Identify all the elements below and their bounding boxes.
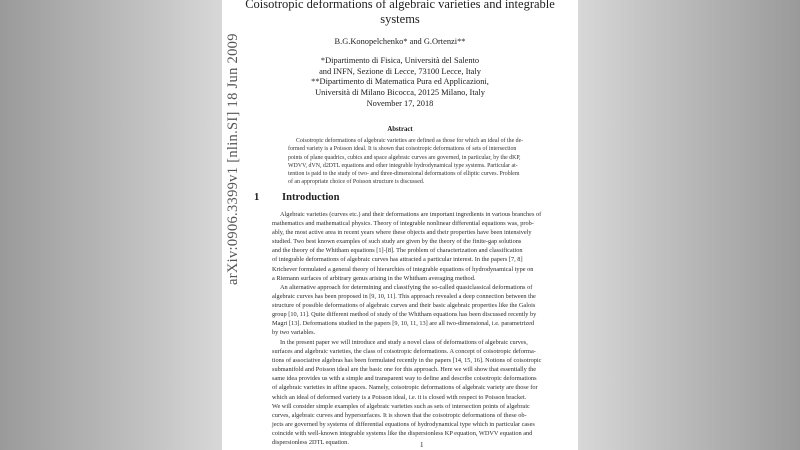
affiliations [222, 56, 578, 98]
abstract-line: WDVV, dVN, d2DTL equations and other integrable hydrodynamical type systems. Particular at- [288, 162, 518, 169]
body-line: ably, the most active area in recent years where these objects and their properties have been intensively [272, 229, 532, 237]
body-line: and the theory of the Whitham equations [1]-[8]. The problem of characterization and classification [272, 247, 523, 255]
left-backdrop [0, 0, 222, 450]
body-line: of integrable deformations of algebraic curves has attracted a particular interest. In the papers [7, 8] [272, 256, 523, 264]
date: November 17, 2018 [366, 99, 434, 108]
affiliation-line-2: and INFN, Sezione di Lecce, 73100 Lecce, Italy [319, 66, 481, 76]
abstract [288, 137, 573, 187]
title-line-1: Coisotropic deformations of algebraic varieties and integrable [245, 0, 555, 11]
body-line: An alternative approach for determining and classifying the so-called quasiclassical deformations of [280, 284, 533, 291]
body-line: of algebraic varieties in affine spaces. Namely, coisotropic deformations of algebraic variety are those for [272, 384, 538, 392]
title-line-2: systems [380, 12, 420, 26]
body-line: algebraic curves has been proposed in [9, 10, 11]. This approach revealed a deep connection between the [272, 293, 536, 301]
abstract-heading: Abstract [387, 126, 413, 133]
body-line: which an ideal of deformed variety is a Poisson ideal, i.e. it is closed with respect to Poisson bracket. [272, 393, 527, 401]
abstract-line: points of plane quadrics, cubics and space algebraic curves are governed, in particular, by the dKP, [288, 154, 521, 161]
body-line: studied. Two best known examples of such study are given by the theory of the finite-gap solutions [272, 238, 522, 246]
paragraph-1 [272, 210, 617, 283]
body-line: Krichever formulated a general theory of hierarchies of integrable equations of hydrodynamical type on [272, 265, 534, 273]
paragraph-3 [272, 338, 617, 447]
abstract-line: Coisotropic deformations of algebraic varieties are defined as those for which an ideal of the de- [296, 138, 524, 144]
section-heading [254, 192, 340, 203]
section-title: Introduction [282, 192, 340, 203]
paragraph-2 [272, 283, 617, 338]
authors: B.G.Konopelchenko* and G.Ortenzi** [334, 37, 466, 46]
affiliation-line-3: **Dipartimento di Matematica Pura ed Applicazioni, [311, 77, 489, 87]
arxiv-stamp-text: arXiv:0906.3399v1 [nlin.SI] 18 Jun 2009 [225, 33, 241, 285]
body-line: group [10, 11]. Quite different method of study of the Whitham equations has been discussed recently by [272, 311, 537, 319]
body-line: Algebraic varieties (curves etc.) and their deformations are important ingredients in various branches of [280, 211, 542, 218]
abstract-line: tention is paid to the study of two- and three-dimensional deformations of elliptic curves. Problem [288, 171, 520, 178]
body-line: surfaces and algebraic varieties, the class of coisotropic deformations. A concept of coisotropic deforma- [272, 348, 536, 356]
body-line: by two variables. [272, 329, 316, 337]
body-line: submanifold and Poisson ideal are the basic one for this approach. Here we will show that essentially the [272, 366, 537, 374]
section-number: 1 [254, 192, 260, 203]
body-line: curves, algebraic curves and hypersurfaces. It is shown that the coisotropic deformations of these ob- [272, 411, 527, 419]
body-line: dispersionless 2DTL equation. [272, 439, 349, 447]
body-line: coincide with well-known integrable systems like the dispersionless KP equation, WDVV equation and [272, 429, 533, 437]
affiliation-line-4: Università di Milano Bicocca, 20125 Milano, Italy [315, 87, 485, 97]
body-line: structure of possible deformations of algebraic curves and their basic algebraic properties like the Galois [272, 302, 536, 310]
body-line: In the present paper we will introduce and study a novel class of deformations of algebraic curves, [280, 339, 528, 346]
body-line: jects are governed by systems of differential equations of hydrodynamical type which in particular cases [272, 420, 535, 428]
body-line: same idea provides us with a simple and transparent way to define and describe coisotropic deformations [272, 375, 537, 383]
body-line: a Riemann surfaces of arbitrary genus arising in the Whitham averaging method. [272, 274, 476, 282]
body-line: mathematics and mathematical physics. Theory of integrable nonlinear differential equations was, prob- [272, 220, 534, 228]
body-line: Magri [13]. Deformations studied in the papers [9, 10, 11, 13] are all two-dimensional, i.e. parametrized [272, 320, 535, 328]
body-line: tions of associative algebras has been formulated recently in the papers [14, 15, 16]. Notions of coisotropic [272, 357, 542, 365]
page-number: 1 [420, 441, 424, 449]
abstract-line: formed variety is a Poisson ideal. It is shown that coisotropic deformations of sets of intersection [288, 146, 517, 153]
abstract-line: of an appropriate choice of Poisson structure is discussed. [288, 179, 425, 186]
paper-title [222, 0, 578, 27]
affiliation-line-1: *Dipartimento di Fisica, Università del Salento [320, 56, 480, 65]
body-line: We will consider simple examples of algebraic varieties such as sets of intersection points of algebraic [272, 402, 530, 410]
